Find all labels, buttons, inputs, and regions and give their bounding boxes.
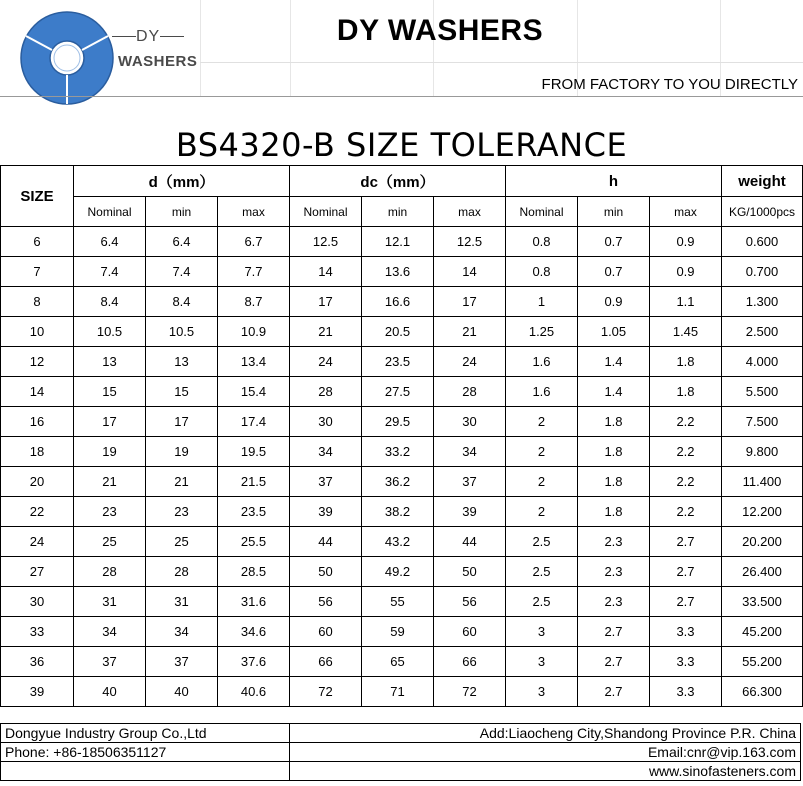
value-cell: 2.3	[578, 557, 650, 587]
value-cell: 39	[434, 497, 506, 527]
value-cell: 2.3	[578, 527, 650, 557]
tagline: FROM FACTORY TO YOU DIRECTLY	[541, 76, 798, 93]
value-cell: 1.6	[506, 347, 578, 377]
value-cell: 4.000	[722, 347, 803, 377]
size-cell: 12	[1, 347, 74, 377]
value-cell: 34	[74, 617, 146, 647]
value-cell: 17	[434, 287, 506, 317]
value-cell: 30	[290, 407, 362, 437]
value-cell: 3.3	[650, 617, 722, 647]
value-cell: 2.5	[506, 527, 578, 557]
value-cell: 19	[74, 437, 146, 467]
value-cell: 2.5	[506, 557, 578, 587]
table-row	[1, 377, 803, 407]
company-address: Add:Liaocheng City,Shandong Province P.R. China	[290, 724, 801, 743]
subheader-cell: Nominal	[506, 197, 578, 227]
subheader-cell: KG/1000pcs	[722, 197, 803, 227]
group-header-dc: dc（mm）	[290, 166, 506, 197]
size-cell: 8	[1, 287, 74, 317]
table-row	[1, 437, 803, 467]
value-cell: 2	[506, 437, 578, 467]
value-cell: 34.6	[218, 617, 290, 647]
table-row	[1, 227, 803, 257]
size-cell: 20	[1, 467, 74, 497]
website-link[interactable]: www.sinofasteners.com	[290, 762, 801, 781]
table-row	[1, 497, 803, 527]
size-cell: 16	[1, 407, 74, 437]
value-cell: 3	[506, 647, 578, 677]
value-cell: 1.45	[650, 317, 722, 347]
value-cell: 23.5	[218, 497, 290, 527]
size-cell: 10	[1, 317, 74, 347]
table-row	[1, 287, 803, 317]
value-cell: 37	[146, 647, 218, 677]
value-cell: 33.2	[362, 437, 434, 467]
value-cell: 34	[290, 437, 362, 467]
value-cell: 38.2	[362, 497, 434, 527]
subheader-cell: min	[362, 197, 434, 227]
value-cell: 49.2	[362, 557, 434, 587]
subheader-cell: max	[650, 197, 722, 227]
value-cell: 17.4	[218, 407, 290, 437]
value-cell: 1.8	[578, 407, 650, 437]
value-cell: 7.7	[218, 257, 290, 287]
value-cell: 3	[506, 617, 578, 647]
value-cell: 12.5	[434, 227, 506, 257]
value-cell: 6.4	[146, 227, 218, 257]
value-cell: 16.6	[362, 287, 434, 317]
value-cell: 13	[146, 347, 218, 377]
brand-bottom: WASHERS	[118, 53, 198, 70]
value-cell: 11.400	[722, 467, 803, 497]
value-cell: 1.300	[722, 287, 803, 317]
value-cell: 2.5	[506, 587, 578, 617]
value-cell: 37	[74, 647, 146, 677]
value-cell: 19.5	[218, 437, 290, 467]
value-cell: 40	[74, 677, 146, 707]
value-cell: 37.6	[218, 647, 290, 677]
value-cell: 72	[434, 677, 506, 707]
email-address: Email:cnr@vip.163.com	[290, 743, 801, 762]
value-cell: 8.4	[146, 287, 218, 317]
value-cell: 19	[146, 437, 218, 467]
value-cell: 50	[290, 557, 362, 587]
value-cell: 2.7	[578, 617, 650, 647]
value-cell: 12.200	[722, 497, 803, 527]
size-cell: 6	[1, 227, 74, 257]
value-cell: 13.6	[362, 257, 434, 287]
value-cell: 65	[362, 647, 434, 677]
value-cell: 28.5	[218, 557, 290, 587]
value-cell: 14	[290, 257, 362, 287]
value-cell: 8.7	[218, 287, 290, 317]
size-cell: 33	[1, 617, 74, 647]
value-cell: 21	[146, 467, 218, 497]
size-header: SIZE	[1, 166, 74, 227]
size-cell: 14	[1, 377, 74, 407]
value-cell: 0.9	[650, 257, 722, 287]
value-cell: 27.5	[362, 377, 434, 407]
table-row	[1, 347, 803, 377]
value-cell: 9.800	[722, 437, 803, 467]
table-row	[1, 467, 803, 497]
value-cell: 24	[290, 347, 362, 377]
value-cell: 8.4	[74, 287, 146, 317]
value-cell: 2.7	[650, 527, 722, 557]
size-cell: 36	[1, 647, 74, 677]
value-cell: 37	[290, 467, 362, 497]
value-cell: 21	[290, 317, 362, 347]
value-cell: 28	[434, 377, 506, 407]
value-cell: 45.200	[722, 617, 803, 647]
contact-footer	[0, 723, 801, 781]
value-cell: 2.2	[650, 407, 722, 437]
value-cell: 55.200	[722, 647, 803, 677]
size-cell: 27	[1, 557, 74, 587]
value-cell: 20.200	[722, 527, 803, 557]
value-cell: 40.6	[218, 677, 290, 707]
value-cell: 2.3	[578, 587, 650, 617]
value-cell: 2.7	[650, 557, 722, 587]
page-header	[0, 0, 803, 125]
value-cell: 2.2	[650, 437, 722, 467]
value-cell: 1.6	[506, 377, 578, 407]
value-cell: 3.3	[650, 647, 722, 677]
value-cell: 33.500	[722, 587, 803, 617]
value-cell: 23	[74, 497, 146, 527]
value-cell: 13.4	[218, 347, 290, 377]
value-cell: 2	[506, 497, 578, 527]
value-cell: 1.4	[578, 377, 650, 407]
value-cell: 72	[290, 677, 362, 707]
value-cell: 37	[434, 467, 506, 497]
value-cell: 36.2	[362, 467, 434, 497]
phone-number: Phone: +86-18506351127	[1, 743, 290, 762]
value-cell: 2.2	[650, 467, 722, 497]
value-cell: 1.8	[578, 467, 650, 497]
document-title: BS4320-B SIZE TOLERANCE	[175, 126, 628, 164]
value-cell: 56	[434, 587, 506, 617]
value-cell: 34	[434, 437, 506, 467]
value-cell: 66	[290, 647, 362, 677]
size-cell: 24	[1, 527, 74, 557]
value-cell: 21	[74, 467, 146, 497]
subheader-cell: max	[218, 197, 290, 227]
table-subheader-row	[1, 197, 803, 227]
value-cell: 25	[74, 527, 146, 557]
table-row	[1, 257, 803, 287]
subheader-cell: min	[578, 197, 650, 227]
value-cell: 3.3	[650, 677, 722, 707]
value-cell: 26.400	[722, 557, 803, 587]
value-cell: 60	[290, 617, 362, 647]
value-cell: 60	[434, 617, 506, 647]
value-cell: 28	[146, 557, 218, 587]
value-cell: 0.7	[578, 227, 650, 257]
value-cell: 15.4	[218, 377, 290, 407]
value-cell: 0.8	[506, 257, 578, 287]
table-row	[1, 317, 803, 347]
table-row	[1, 647, 803, 677]
value-cell: 13	[74, 347, 146, 377]
value-cell: 15	[74, 377, 146, 407]
value-cell: 10.9	[218, 317, 290, 347]
value-cell: 25.5	[218, 527, 290, 557]
size-cell: 22	[1, 497, 74, 527]
size-cell: 7	[1, 257, 74, 287]
value-cell: 2.7	[578, 677, 650, 707]
value-cell: 1.8	[650, 347, 722, 377]
value-cell: 55	[362, 587, 434, 617]
value-cell: 5.500	[722, 377, 803, 407]
value-cell: 17	[146, 407, 218, 437]
washer-logo-icon	[14, 8, 120, 108]
value-cell: 21.5	[218, 467, 290, 497]
subheader-cell: Nominal	[74, 197, 146, 227]
size-cell: 18	[1, 437, 74, 467]
value-cell: 30	[434, 407, 506, 437]
size-tolerance-table	[0, 165, 803, 707]
value-cell: 17	[290, 287, 362, 317]
size-cell: 39	[1, 677, 74, 707]
value-cell: 1.4	[578, 347, 650, 377]
value-cell: 0.8	[506, 227, 578, 257]
table-row	[1, 677, 803, 707]
value-cell: 20.5	[362, 317, 434, 347]
value-cell: 6.4	[74, 227, 146, 257]
value-cell: 29.5	[362, 407, 434, 437]
value-cell: 7.4	[74, 257, 146, 287]
value-cell: 15	[146, 377, 218, 407]
value-cell: 2.7	[578, 647, 650, 677]
value-cell: 0.7	[578, 257, 650, 287]
value-cell: 66.300	[722, 677, 803, 707]
value-cell: 1	[506, 287, 578, 317]
value-cell: 3	[506, 677, 578, 707]
value-cell: 12.1	[362, 227, 434, 257]
value-cell: 1.8	[650, 377, 722, 407]
value-cell: 2.2	[650, 497, 722, 527]
value-cell: 1.25	[506, 317, 578, 347]
table-row	[1, 407, 803, 437]
value-cell: 44	[434, 527, 506, 557]
value-cell: 1.8	[578, 497, 650, 527]
value-cell: 1.1	[650, 287, 722, 317]
value-cell: 12.5	[290, 227, 362, 257]
table-row	[1, 557, 803, 587]
value-cell: 24	[434, 347, 506, 377]
value-cell: 66	[434, 647, 506, 677]
size-cell: 30	[1, 587, 74, 617]
value-cell: 2.500	[722, 317, 803, 347]
company-title: DY WASHERS	[336, 14, 544, 47]
value-cell: 59	[362, 617, 434, 647]
value-cell: 39	[290, 497, 362, 527]
value-cell: 6.7	[218, 227, 290, 257]
value-cell: 31.6	[218, 587, 290, 617]
subheader-cell: max	[434, 197, 506, 227]
footer-empty-cell	[1, 762, 290, 781]
value-cell: 44	[290, 527, 362, 557]
table-header-row	[1, 166, 803, 197]
value-cell: 0.700	[722, 257, 803, 287]
table-row	[1, 617, 803, 647]
value-cell: 0.9	[650, 227, 722, 257]
value-cell: 40	[146, 677, 218, 707]
value-cell: 1.05	[578, 317, 650, 347]
value-cell: 21	[434, 317, 506, 347]
value-cell: 7.4	[146, 257, 218, 287]
value-cell: 0.9	[578, 287, 650, 317]
group-header-h: h	[506, 166, 722, 197]
value-cell: 43.2	[362, 527, 434, 557]
group-header-weight: weight	[722, 166, 803, 197]
value-cell: 23.5	[362, 347, 434, 377]
value-cell: 10.5	[146, 317, 218, 347]
table-row	[1, 527, 803, 557]
value-cell: 56	[290, 587, 362, 617]
value-cell: 2	[506, 467, 578, 497]
value-cell: 34	[146, 617, 218, 647]
brand-top: DY	[112, 28, 184, 46]
value-cell: 31	[74, 587, 146, 617]
value-cell: 14	[434, 257, 506, 287]
group-header-d: d（mm）	[74, 166, 290, 197]
value-cell: 1.8	[578, 437, 650, 467]
value-cell: 71	[362, 677, 434, 707]
value-cell: 2	[506, 407, 578, 437]
value-cell: 0.600	[722, 227, 803, 257]
value-cell: 28	[290, 377, 362, 407]
subheader-cell: min	[146, 197, 218, 227]
value-cell: 23	[146, 497, 218, 527]
value-cell: 10.5	[74, 317, 146, 347]
value-cell: 7.500	[722, 407, 803, 437]
value-cell: 25	[146, 527, 218, 557]
value-cell: 50	[434, 557, 506, 587]
company-name: Dongyue Industry Group Co.,Ltd	[1, 724, 290, 743]
table-row	[1, 587, 803, 617]
value-cell: 2.7	[650, 587, 722, 617]
subheader-cell: Nominal	[290, 197, 362, 227]
value-cell: 17	[74, 407, 146, 437]
value-cell: 28	[74, 557, 146, 587]
value-cell: 31	[146, 587, 218, 617]
